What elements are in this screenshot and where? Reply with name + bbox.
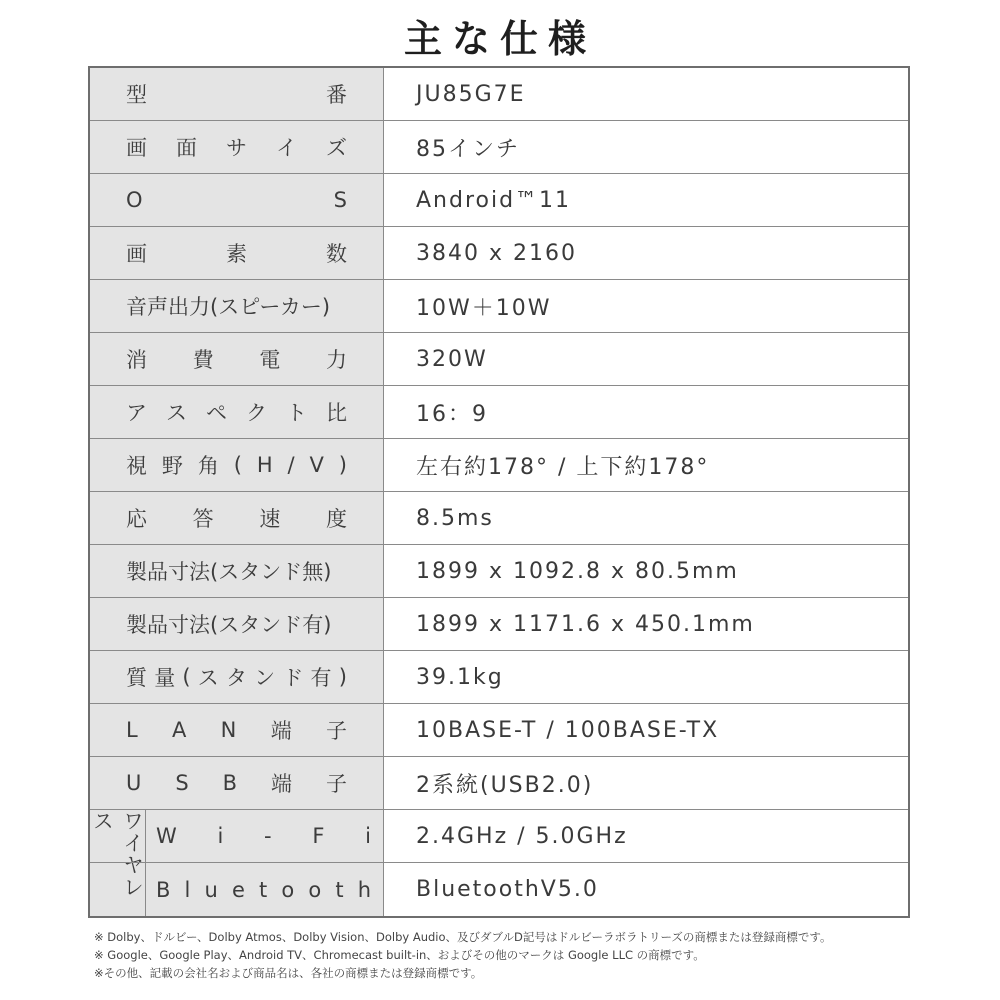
label-char: ア	[126, 401, 147, 425]
label-char: 素	[226, 242, 247, 266]
label-char: ス	[166, 401, 187, 425]
label-char: ク	[246, 401, 267, 425]
spec-label: 音声出力(スピーカー)	[90, 280, 384, 332]
label-char: 子	[325, 772, 347, 796]
spec-label	[146, 863, 384, 916]
spec-label	[90, 704, 384, 756]
label-char: 子	[325, 719, 347, 743]
label-char: N	[220, 718, 237, 742]
label-char: i	[365, 824, 371, 848]
spec-value: 39.1kg	[416, 664, 504, 690]
spec-value: 左右約178° / 上下約178°	[416, 454, 710, 480]
label-char: ト	[286, 401, 307, 425]
footnote: ※ Dolby、ドルビー、Dolby Atmos、Dolby Vision、Dolby Audio、及びダブルD記号はドルビーラボラトリーズの商標または登録商標です。	[94, 930, 832, 944]
label-char: ン	[254, 666, 276, 690]
label-char: イ	[276, 136, 297, 160]
label-char: 面	[176, 136, 197, 160]
spec-value: 3840 x 2160	[416, 240, 577, 266]
spec-row-weight	[90, 651, 908, 704]
spec-row-resolution	[90, 227, 908, 280]
label-char: 野	[161, 454, 183, 478]
label-char: 番	[326, 83, 347, 107]
label-char: L	[126, 718, 138, 742]
spec-value: 2系統(USB2.0)	[416, 772, 594, 798]
spec-value: 2.4GHz / 5.0GHz	[416, 823, 628, 849]
label-char: 速	[259, 507, 281, 531]
spec-value: 10W＋10W	[416, 295, 552, 321]
spec-row-response-time	[90, 492, 908, 545]
spec-row-power	[90, 333, 908, 386]
label-char: ズ	[326, 136, 347, 160]
label-char: ド	[282, 666, 304, 690]
label-char: 比	[326, 401, 347, 425]
label-char: (	[233, 453, 242, 477]
label-char: /	[287, 453, 295, 477]
label-char: 有	[310, 666, 332, 690]
wireless-label-text: ワイヤレス	[90, 810, 145, 898]
label-char: S	[333, 188, 347, 212]
label-char: ス	[197, 666, 219, 690]
label-char: l	[184, 877, 191, 902]
spec-label	[90, 492, 384, 544]
spec-label: 製品寸法(スタンド有)	[90, 598, 384, 650]
label-char: 量	[154, 666, 176, 690]
label-char: F	[312, 824, 325, 848]
label-char: V	[309, 453, 324, 477]
spec-row-bluetooth	[90, 863, 908, 916]
label-char: (	[182, 665, 191, 689]
label-char: 画	[126, 242, 147, 266]
label-char: )	[338, 453, 347, 477]
label-char: U	[126, 771, 142, 795]
spec-row-model	[90, 68, 908, 121]
spec-row-dimensions-with-stand	[90, 598, 908, 651]
label-char: 消	[126, 348, 147, 372]
label-char: O	[126, 188, 143, 212]
spec-value: 10BASE-T / 100BASE-TX	[416, 717, 720, 743]
spec-label	[90, 121, 384, 173]
label-char: 視	[126, 454, 147, 478]
spec-row-screen-size	[90, 121, 908, 174]
label-char: 答	[192, 507, 214, 531]
spec-value: 320W	[416, 346, 488, 372]
label-char: t	[259, 877, 268, 902]
footnote: ※その他、記載の会社名および商品名は、各社の商標または登録商標です。	[94, 966, 483, 980]
label-char: ペ	[206, 401, 227, 425]
label-char: B	[156, 877, 171, 902]
label-char: 端	[271, 772, 292, 796]
spec-value: JU85G7E	[416, 81, 526, 107]
spec-label	[90, 386, 384, 438]
footnote: ※ Google、Google Play、Android TV、Chromecast built-in、およびその他のマークは Google LLC の商標です。	[94, 948, 705, 962]
spec-label: 製品寸法(スタンド無)	[90, 545, 384, 597]
label-char: )	[338, 665, 347, 689]
spec-value: 1899 x 1171.6 x 450.1mm	[416, 611, 755, 637]
label-char: 画	[126, 136, 147, 160]
spec-value: 8.5ms	[416, 505, 494, 531]
spec-row-os	[90, 174, 908, 227]
label-char: 度	[325, 507, 347, 531]
label-char: o	[281, 877, 295, 902]
label-char: h	[357, 877, 371, 902]
spec-label	[146, 810, 384, 862]
label-char: W	[156, 824, 177, 848]
spec-value: 1899 x 1092.8 x 80.5mm	[416, 558, 739, 584]
label-char: H	[256, 453, 273, 477]
label-char: 応	[126, 507, 147, 531]
label-char: 質	[126, 666, 147, 690]
spec-label	[90, 757, 384, 809]
spec-row-viewing-angle	[90, 439, 908, 492]
spec-row-usb-port	[90, 757, 908, 810]
label-char: 力	[325, 348, 347, 372]
page-title: 主な仕様	[403, 16, 596, 61]
label-char: -	[264, 824, 272, 848]
footnotes	[94, 928, 974, 982]
label-char: i	[217, 824, 224, 848]
spec-label	[90, 68, 384, 120]
label-char: t	[335, 877, 344, 902]
spec-table	[88, 66, 910, 918]
label-char: e	[231, 877, 245, 902]
spec-value: 16：9	[416, 401, 488, 427]
label-char: タ	[225, 666, 247, 690]
spec-row-audio-output	[90, 280, 908, 333]
spec-label	[90, 439, 384, 491]
spec-label	[90, 651, 384, 703]
label-char: u	[204, 877, 218, 902]
label-char: A	[172, 718, 187, 742]
spec-label	[90, 174, 384, 226]
label-char: 角	[197, 454, 219, 478]
spec-label	[90, 333, 384, 385]
spec-value: Android™11	[416, 187, 572, 213]
spec-row-lan-port	[90, 704, 908, 757]
label-char: 型	[126, 83, 147, 107]
spec-row-wifi	[90, 810, 908, 863]
spec-row-dimensions-no-stand	[90, 545, 908, 598]
spec-value: 85インチ	[416, 136, 520, 162]
label-char: 電	[259, 348, 281, 372]
label-char: B	[222, 771, 238, 795]
label-char: 数	[326, 242, 347, 266]
label-char: o	[308, 877, 322, 902]
label-char: 費	[192, 348, 214, 372]
label-char: S	[175, 771, 189, 795]
spec-label	[90, 227, 384, 279]
spec-row-aspect-ratio	[90, 386, 908, 439]
spec-value: BluetoothV5.0	[416, 877, 599, 902]
label-char: サ	[226, 136, 247, 160]
label-char: 端	[270, 719, 292, 743]
